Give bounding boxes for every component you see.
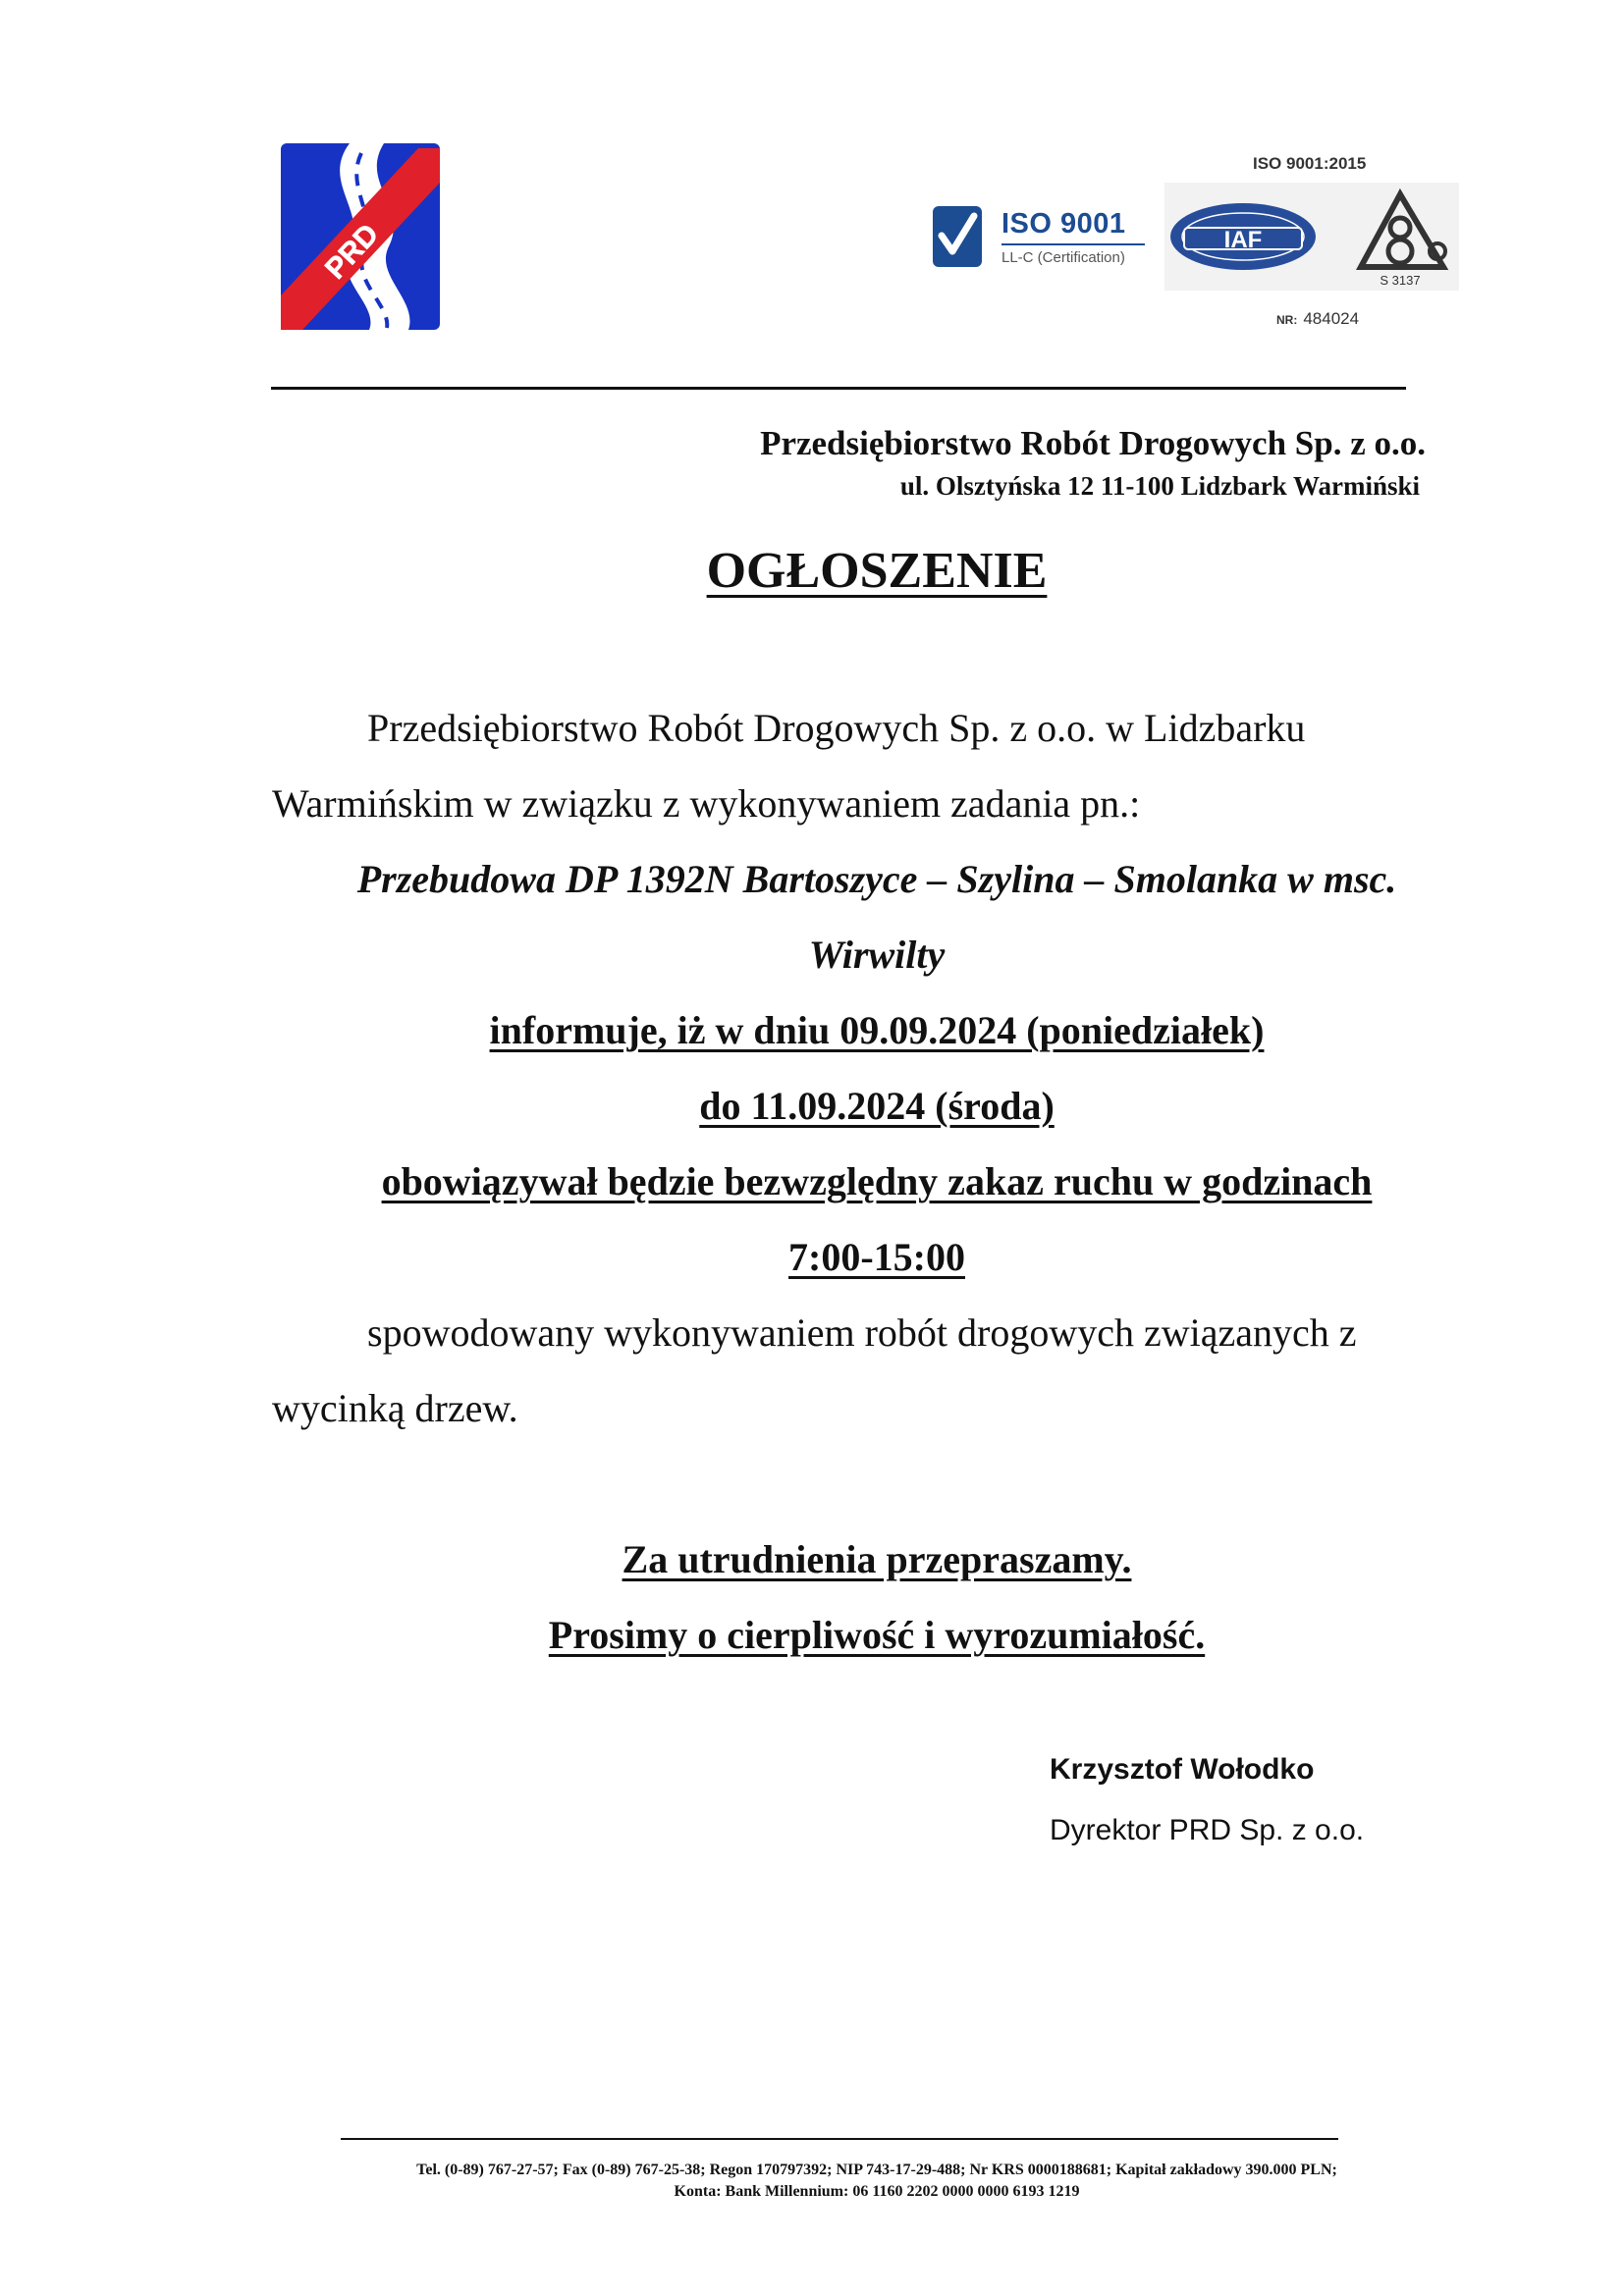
prd-logo-text: PRD [318,217,386,286]
apology-line-2: Prosimy o cierpliwość i wyrozumiałość. [548,1613,1206,1657]
signatory-name: Krzysztof Wołodko [1050,1753,1315,1786]
iso-title: ISO 9001 [1001,208,1126,240]
footer-contact-line: Tel. (0-89) 767-27-57; Fax (0-89) 767-25-38; Regon 170797392; NIP 743-17-29-488; Nr KRS 0000188681; Kapitał zakładowy 390.000 PLN; [416,2162,1337,2178]
certificate-nr-label: NR: [1276,313,1298,327]
apology-line-1: Za utrudnienia przepraszamy. [622,1537,1132,1581]
closure-date-end: do 11.09.2024 (środa) [699,1084,1055,1128]
iso-subtitle: LL-C (Certification) [1001,249,1125,266]
intro-line-2: Warmińskim w związku z wykonywaniem zadania pn.: [272,781,1141,826]
prd-logo [281,143,440,330]
signatory-title: Dyrektor PRD Sp. z o.o. [1050,1814,1365,1846]
header-divider [271,387,1406,390]
reason-line-1: spowodowany wykonywaniem robót drogowych związanych z [367,1310,1357,1355]
certificate-nr-value: 484024 [1303,309,1360,328]
iaf-mark-text: IAF [1223,227,1263,253]
task-name-line-2: Wirwilty [808,933,946,977]
checkmark-icon [933,206,982,267]
closure-hours: 7:00-15:00 [788,1235,965,1279]
company-address: ul. Olsztyńska 12 11-100 Lidzbark Warmiński [899,471,1420,501]
closure-date-start: informuje, iż w dniu 09.09.2024 (poniedziałek) [489,1008,1265,1052]
iso-9001-badge [933,202,1149,269]
intro-line-1: Przedsiębiorstwo Robót Drogowych Sp. z o.o. w Lidzbarku [367,706,1306,750]
page-title: OGŁOSZENIE [706,543,1048,599]
footer-divider [341,2138,1338,2140]
company-name: Przedsiębiorstwo Robót Drogowych Sp. z o.o. [760,424,1426,462]
task-name-line-1: Przebudowa DP 1392N Bartoszyce – Szylina – Smolanka w msc. [356,857,1397,901]
accreditation-number: S 3137 [1380,273,1421,288]
traffic-ban-notice: obowiązywał będzie bezwzględny zakaz ruchu w godzinach [381,1159,1373,1203]
certificate-number [1276,309,1359,329]
iso-divider [1001,243,1145,245]
certification-marks [1164,183,1459,291]
certificate-standard: ISO 9001:2015 [1253,154,1367,173]
reason-line-2: wycinką drzew. [272,1386,518,1430]
footer-bank-line: Konta: Bank Millennium: 06 1160 2202 0000 0000 6193 1219 [674,2183,1080,2200]
